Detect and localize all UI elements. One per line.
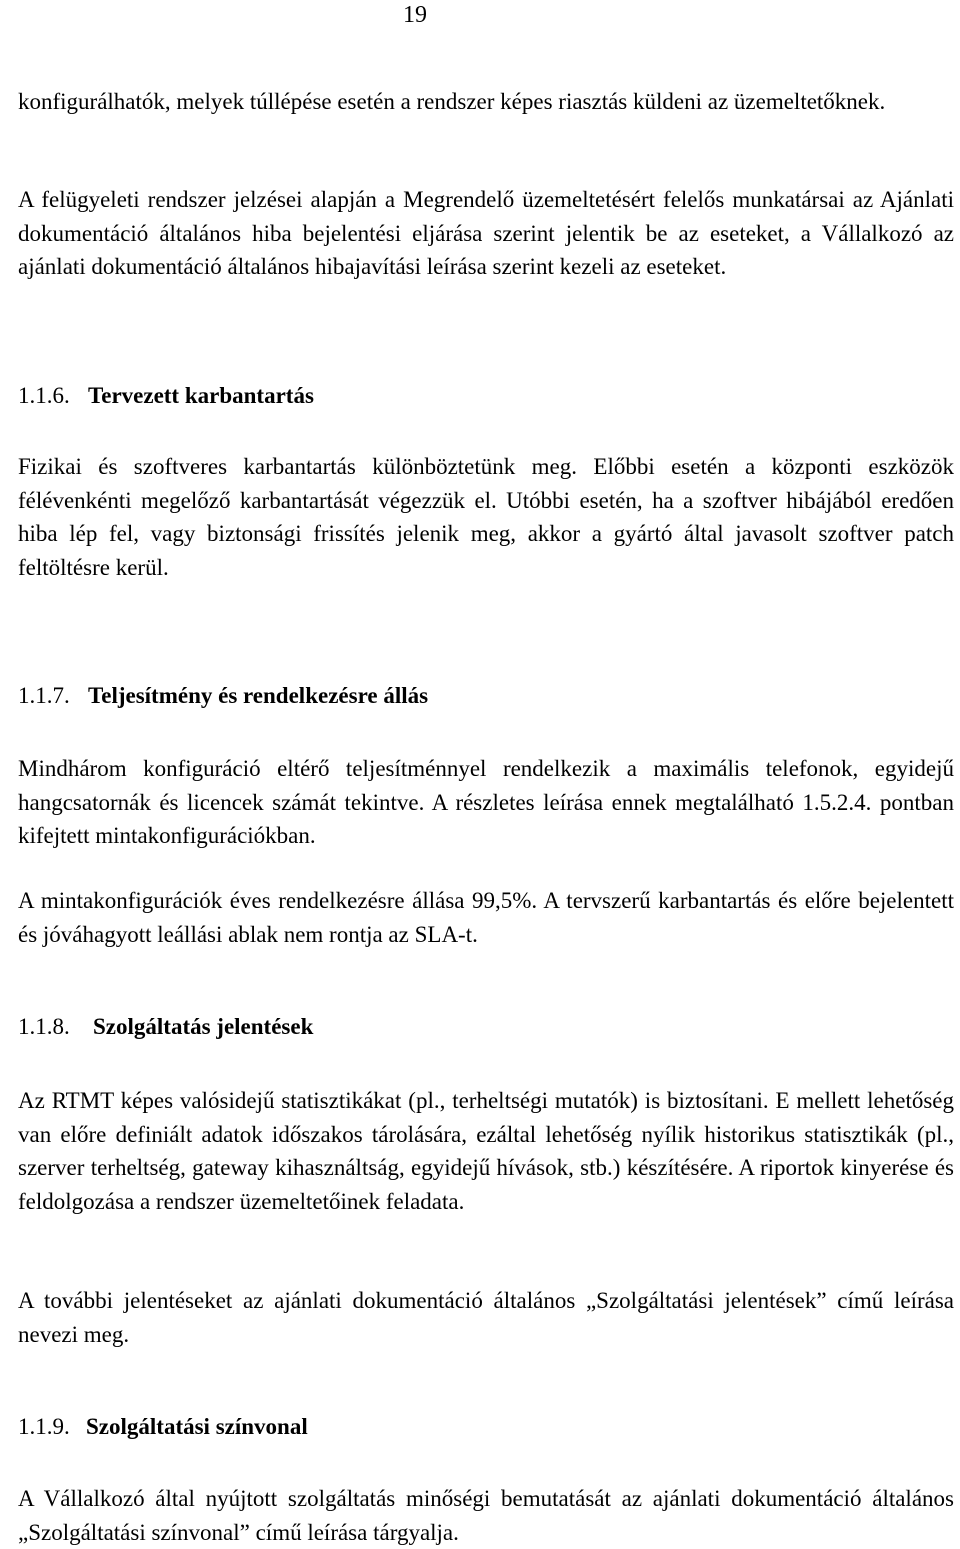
page-number: 19: [403, 2, 427, 28]
paragraph-performance: Mindhárom konfiguráció eltérő teljesítménnyel rendelkezik a maximális telefonok, egyidejű hangcsatornák és licencek számát tekintve. A részletes leírása ennek megtalálható 1.5.2.4. pontban kifejtett mintakonfigurációkban.: [18, 756, 954, 848]
paragraph-service-reports: Az RTMT képes valósidejű statisztikákat (pl., terheltségi mutatók) is biztosítani. E mellett lehetőség van előre definiált adatok időszakos tárolására, ezáltal lehetőség nyílik historikus statisztikák (pl., szerver terheltség, gateway kihasználtság, egyidejű hívások, stb.) készítésére. A riportok kinyerése és feldolgozása a rendszer üzemeltetőinek feladata.: [18, 1088, 954, 1214]
paragraph-intro-tail: konfigurálhatók, melyek túllépése esetén a rendszer képes riasztás küldeni az üzemeltetőknek.: [18, 89, 886, 114]
section-heading-1-1-6: [18, 381, 314, 411]
paragraph-planned-maintenance: Fizikai és szoftveres karbantartás különböztetünk meg. Előbbi esetén a központi eszközök félévenkénti megelőző karbantartását végezzük el. Utóbbi esetén, ha a szoftver hibájából eredően hiba lép fel, vagy biztonsági frissítés jelenik meg, akkor a gyártó által javasolt szoftver patch feltöltésre kerül.: [18, 454, 954, 580]
section-title: Teljesítmény és rendelkezésre állás: [88, 683, 429, 708]
paragraph-further-reports: A további jelentéseket az ajánlati dokumentáció általános „Szolgáltatási jelentések” című leírása nevezi meg.: [18, 1288, 954, 1347]
section-number: 1.1.9.: [18, 1414, 70, 1439]
paragraph-service-level: A Vállalkozó által nyújtott szolgáltatás minőségi bemutatását az ajánlati dokumentáció általános „Szolgáltatási színvonal” című leírása tárgyalja.: [18, 1486, 954, 1545]
paragraph-monitoring: A felügyeleti rendszer jelzései alapján a Megrendelő üzemeltetésért felelős munkatársai az Ajánlati dokumentáció általános hiba bejelentési eljárása szerint jelentik be az eseteket, a Vállalkozó az ajánlati dokumentáció általános hibajavítási leírása szerint kezeli az eseteket.: [18, 187, 954, 279]
section-heading-1-1-7: [18, 681, 428, 711]
section-title: Szolgáltatás jelentések: [93, 1014, 314, 1039]
section-number: 1.1.7.: [18, 683, 70, 708]
section-heading-1-1-9: [18, 1412, 308, 1442]
section-title: Tervezett karbantartás: [88, 383, 314, 408]
section-number: 1.1.8.: [18, 1014, 70, 1039]
section-heading-1-1-8: [18, 1012, 313, 1042]
section-title: Szolgáltatási színvonal: [86, 1414, 308, 1439]
section-number: 1.1.6.: [18, 383, 70, 408]
paragraph-availability: A mintakonfigurációk éves rendelkezésre állása 99,5%. A tervszerű karbantartás és előre bejelentett és jóváhagyott leállási ablak nem rontja az SLA-t.: [18, 888, 954, 947]
